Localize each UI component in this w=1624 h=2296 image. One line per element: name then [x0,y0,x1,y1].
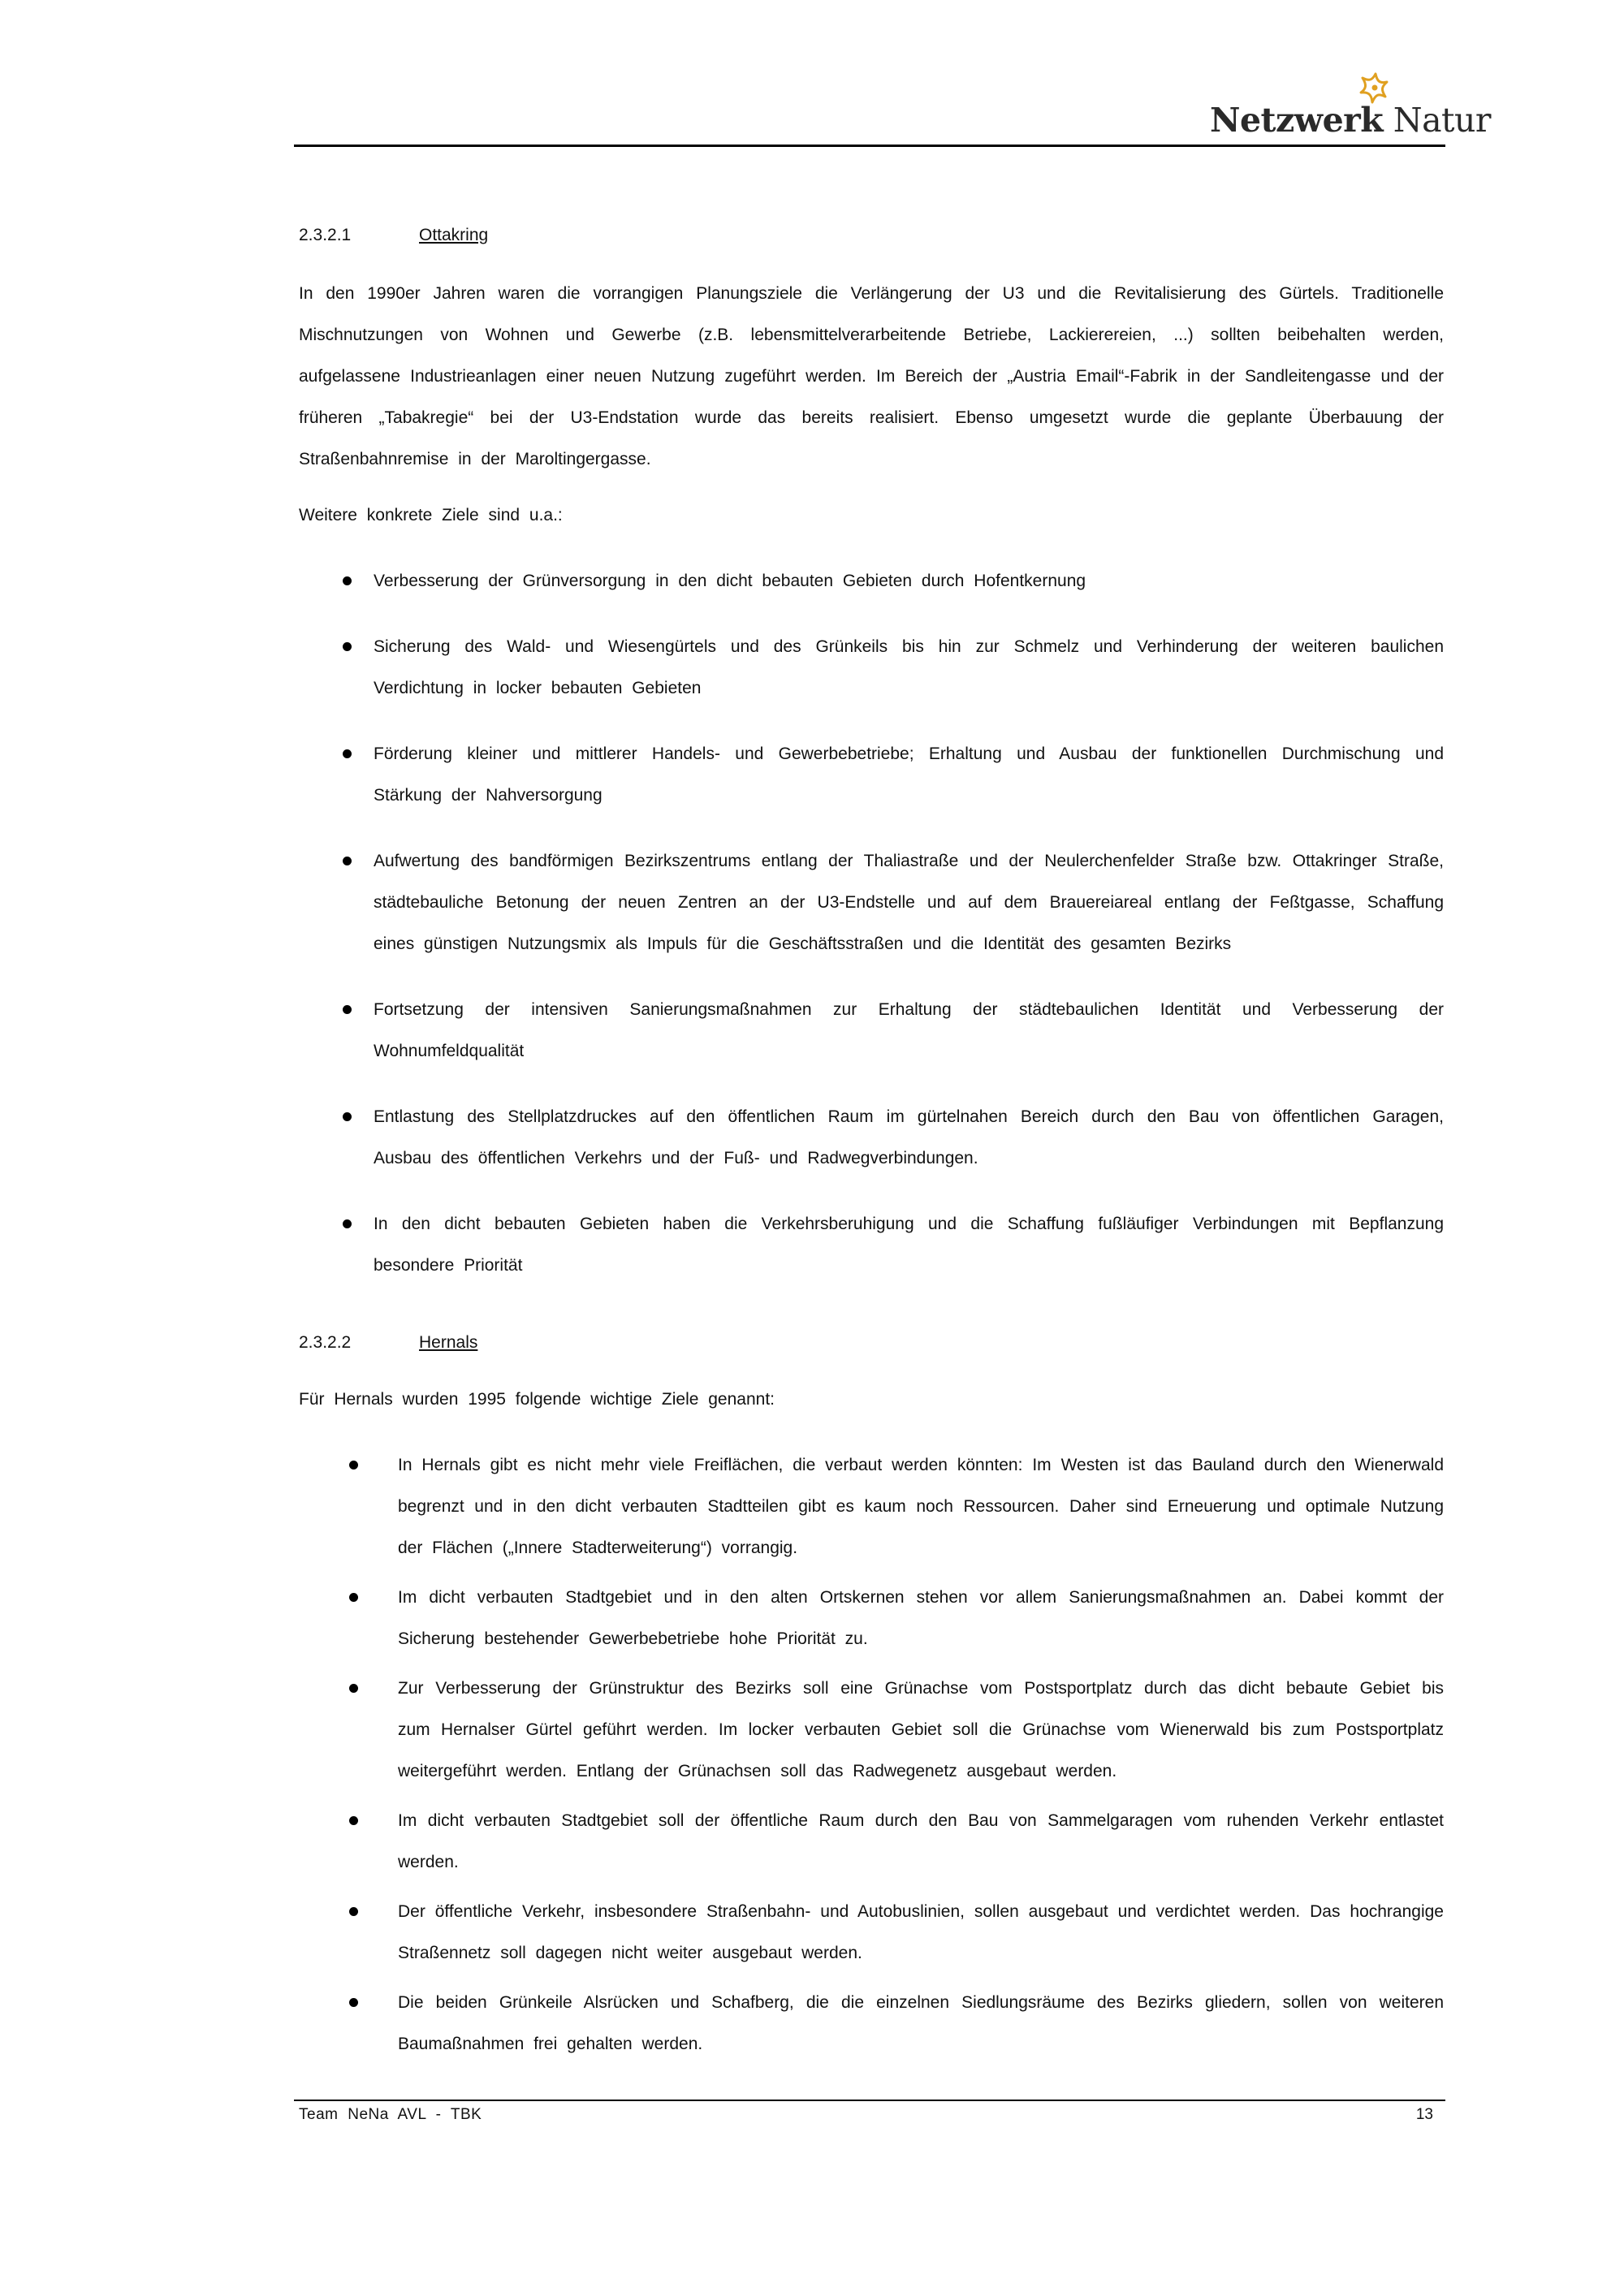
bullet-icon [343,857,352,865]
ottakring-goals-list [299,560,1444,1286]
list-item [299,1982,1444,2065]
list-item [299,1444,1444,1569]
list-item-text: Sicherung des Wald- und Wiesengürtels und des Grünkeils bis hin zur Schmelz und Verhinderung der weiteren baulichen Verdichtung in locker bebauten Gebieten [374,637,1444,697]
list-item [299,840,1444,965]
logo-wordmark [1210,101,1491,140]
list-lead-text: Für Hernals wurden 1995 folgende wichtige Ziele genannt: [299,1390,775,1409]
list-item-text: Verbesserung der Grünversorgung in den dicht bebauten Gebieten durch Hofentkernung [374,572,1086,590]
section-number: 2.3.2.1 [299,226,352,244]
list-item [299,1577,1444,1659]
bullet-icon [349,1907,358,1916]
bullet-icon [349,1816,358,1825]
list-item [299,626,1444,709]
bullet-icon [343,749,352,758]
bullet-icon [343,576,352,585]
bullet-icon [349,1998,358,2007]
list-item [299,1096,1444,1179]
section-number: 2.3.2.2 [299,1333,352,1352]
section-title: Hernals [419,1333,478,1352]
list-item-text: Im dicht verbauten Stadtgebiet und in den alten Ortskernen stehen vor allem Sanierungsmaßnahmen an. Dabei kommt der Sicherung bestehender Gewerbebetriebe hohe Priorität zu. [398,1588,1444,1648]
bullet-icon [343,1219,352,1228]
bullet-icon [343,1005,352,1014]
list-item-text: Zur Verbesserung der Grünstruktur des Bezirks soll eine Grünachse vom Postsportplatz durch das dicht bebaute Gebiet bis zum Hernalser Gürtel geführt werden. Im locker verbauten Gebiet soll die Grünachse vom Wienerwald bis zum Postsportplatz weitergeführt werden. Entlang der Grünachsen soll das Radwegenetz ausgebaut werden. [398,1679,1444,1780]
list-item-text: In Hernals gibt es nicht mehr viele Freiflächen, die verbaut werden könnten: Im Westen ist das Bauland durch den Wienerwald begrenzt und in den dicht verbauten Stadtteilen gibt es kaum noch Ressourcen. Daher sind Erneuerung und optimale Nutzung der Flächen („Innere Stadterweiterung“) vorrangig. [398,1456,1444,1557]
section-heading-ottakring [299,219,1444,252]
list-item [299,1891,1444,1974]
list-item-text: Fortsetzung der intensiven Sanierungsmaßnahmen zur Erhaltung der städtebaulichen Identität und Verbesserung der Wohnumfeldqualität [374,1000,1444,1060]
bullet-icon [343,642,352,651]
list-item [299,1668,1444,1792]
bullet-icon [349,1461,358,1470]
bullet-icon [349,1684,358,1693]
logo-bold-word: Netzwerk [1210,101,1384,140]
list-item-text: Entlastung des Stellplatzdruckes auf den öffentlichen Raum im gürtelnahen Bereich durch den Bau von öffentlichen Garagen, Ausbau des öffentlichen Verkehrs und der Fuß- und Radwegverbindungen. [374,1107,1444,1167]
main-content [299,219,1444,2073]
page-number: 13 [1415,2106,1433,2123]
hernals-goals-list [299,1444,1444,2065]
list-item [299,989,1444,1072]
bullet-icon [349,1593,358,1602]
section-intro-paragraph: In den 1990er Jahren waren die vorrangigen Planungsziele die Verlängerung der U3 und die Revitalisierung des Gürtels. Traditionelle Mischnutzungen von Wohnen und Gewerbe (z.B. lebensmittelverarbeitende Betriebe, Lackierereien, ...) sollten beibehalten werden, aufgelassene Industrieanlagen einer neuen Nutzung zugeführt werden. Im Bereich der „Austria Email“-Fabrik in der Sandleitengasse und der früheren „Tabakregie“ bei der U3-Endstation wurde das bereits realisiert. Ebenso umgesetzt wurde die geplante Überbauung der Straßenbahnremise in der Maroltingergasse. [299,284,1444,468]
header-divider [294,145,1445,147]
list-lead-text: Weitere konkrete Ziele sind u.a.: [299,506,563,524]
list-item [299,1203,1444,1286]
list-item [299,733,1444,816]
list-item-text: Förderung kleiner und mittlerer Handels- und Gewerbebetriebe; Erhaltung und Ausbau der funktionellen Durchmischung und Stärkung der Nahversorgung [374,744,1444,805]
section-heading-hernals [299,1327,1444,1359]
list-item-text: Aufwertung des bandförmigen Bezirkszentrums entlang der Thaliastraße und der Neulerchenfelder Straße bzw. Ottakringer Straße, städtebauliche Betonung der neuen Zentren an der U3-Endstelle und auf dem Brauereiareal entlang der Feßtgasse, Schaffung eines günstigen Nutzungsmix als Impuls für die Geschäftsstraßen und die Identität des gesamten Bezirks [374,852,1444,953]
list-item [299,1800,1444,1883]
netzwerk-natur-logo [1210,71,1492,145]
list-item-text: In den dicht bebauten Gebieten haben die Verkehrsberuhigung und die Schaffung fußläufiger Verbindungen mit Bepflanzung besondere Priorität [374,1215,1444,1275]
footer-team-label: Team NeNa AVL - TBK [299,2106,482,2123]
list-item [299,560,1444,602]
list-item-text: Im dicht verbauten Stadtgebiet soll der öffentliche Raum durch den Bau von Sammelgaragen vom ruhenden Verkehr entlastet werden. [398,1811,1444,1871]
footer-divider [294,2100,1445,2101]
list-item-text: Die beiden Grünkeile Alsrücken und Schafberg, die die einzelnen Siedlungsräume des Bezirks gliedern, sollen von weiteren Baumaßnahmen frei gehalten werden. [398,1993,1444,2053]
section-title: Ottakring [419,226,489,244]
logo-regular-word: Natur [1393,101,1492,140]
list-item-text: Der öffentliche Verkehr, insbesondere Straßenbahn- und Autobuslinien, sollen ausgebaut und verdichtet werden. Das hochrangige Straßennetz soll dagegen nicht weiter ausgebaut werden. [398,1902,1444,1962]
bullet-icon [343,1112,352,1121]
